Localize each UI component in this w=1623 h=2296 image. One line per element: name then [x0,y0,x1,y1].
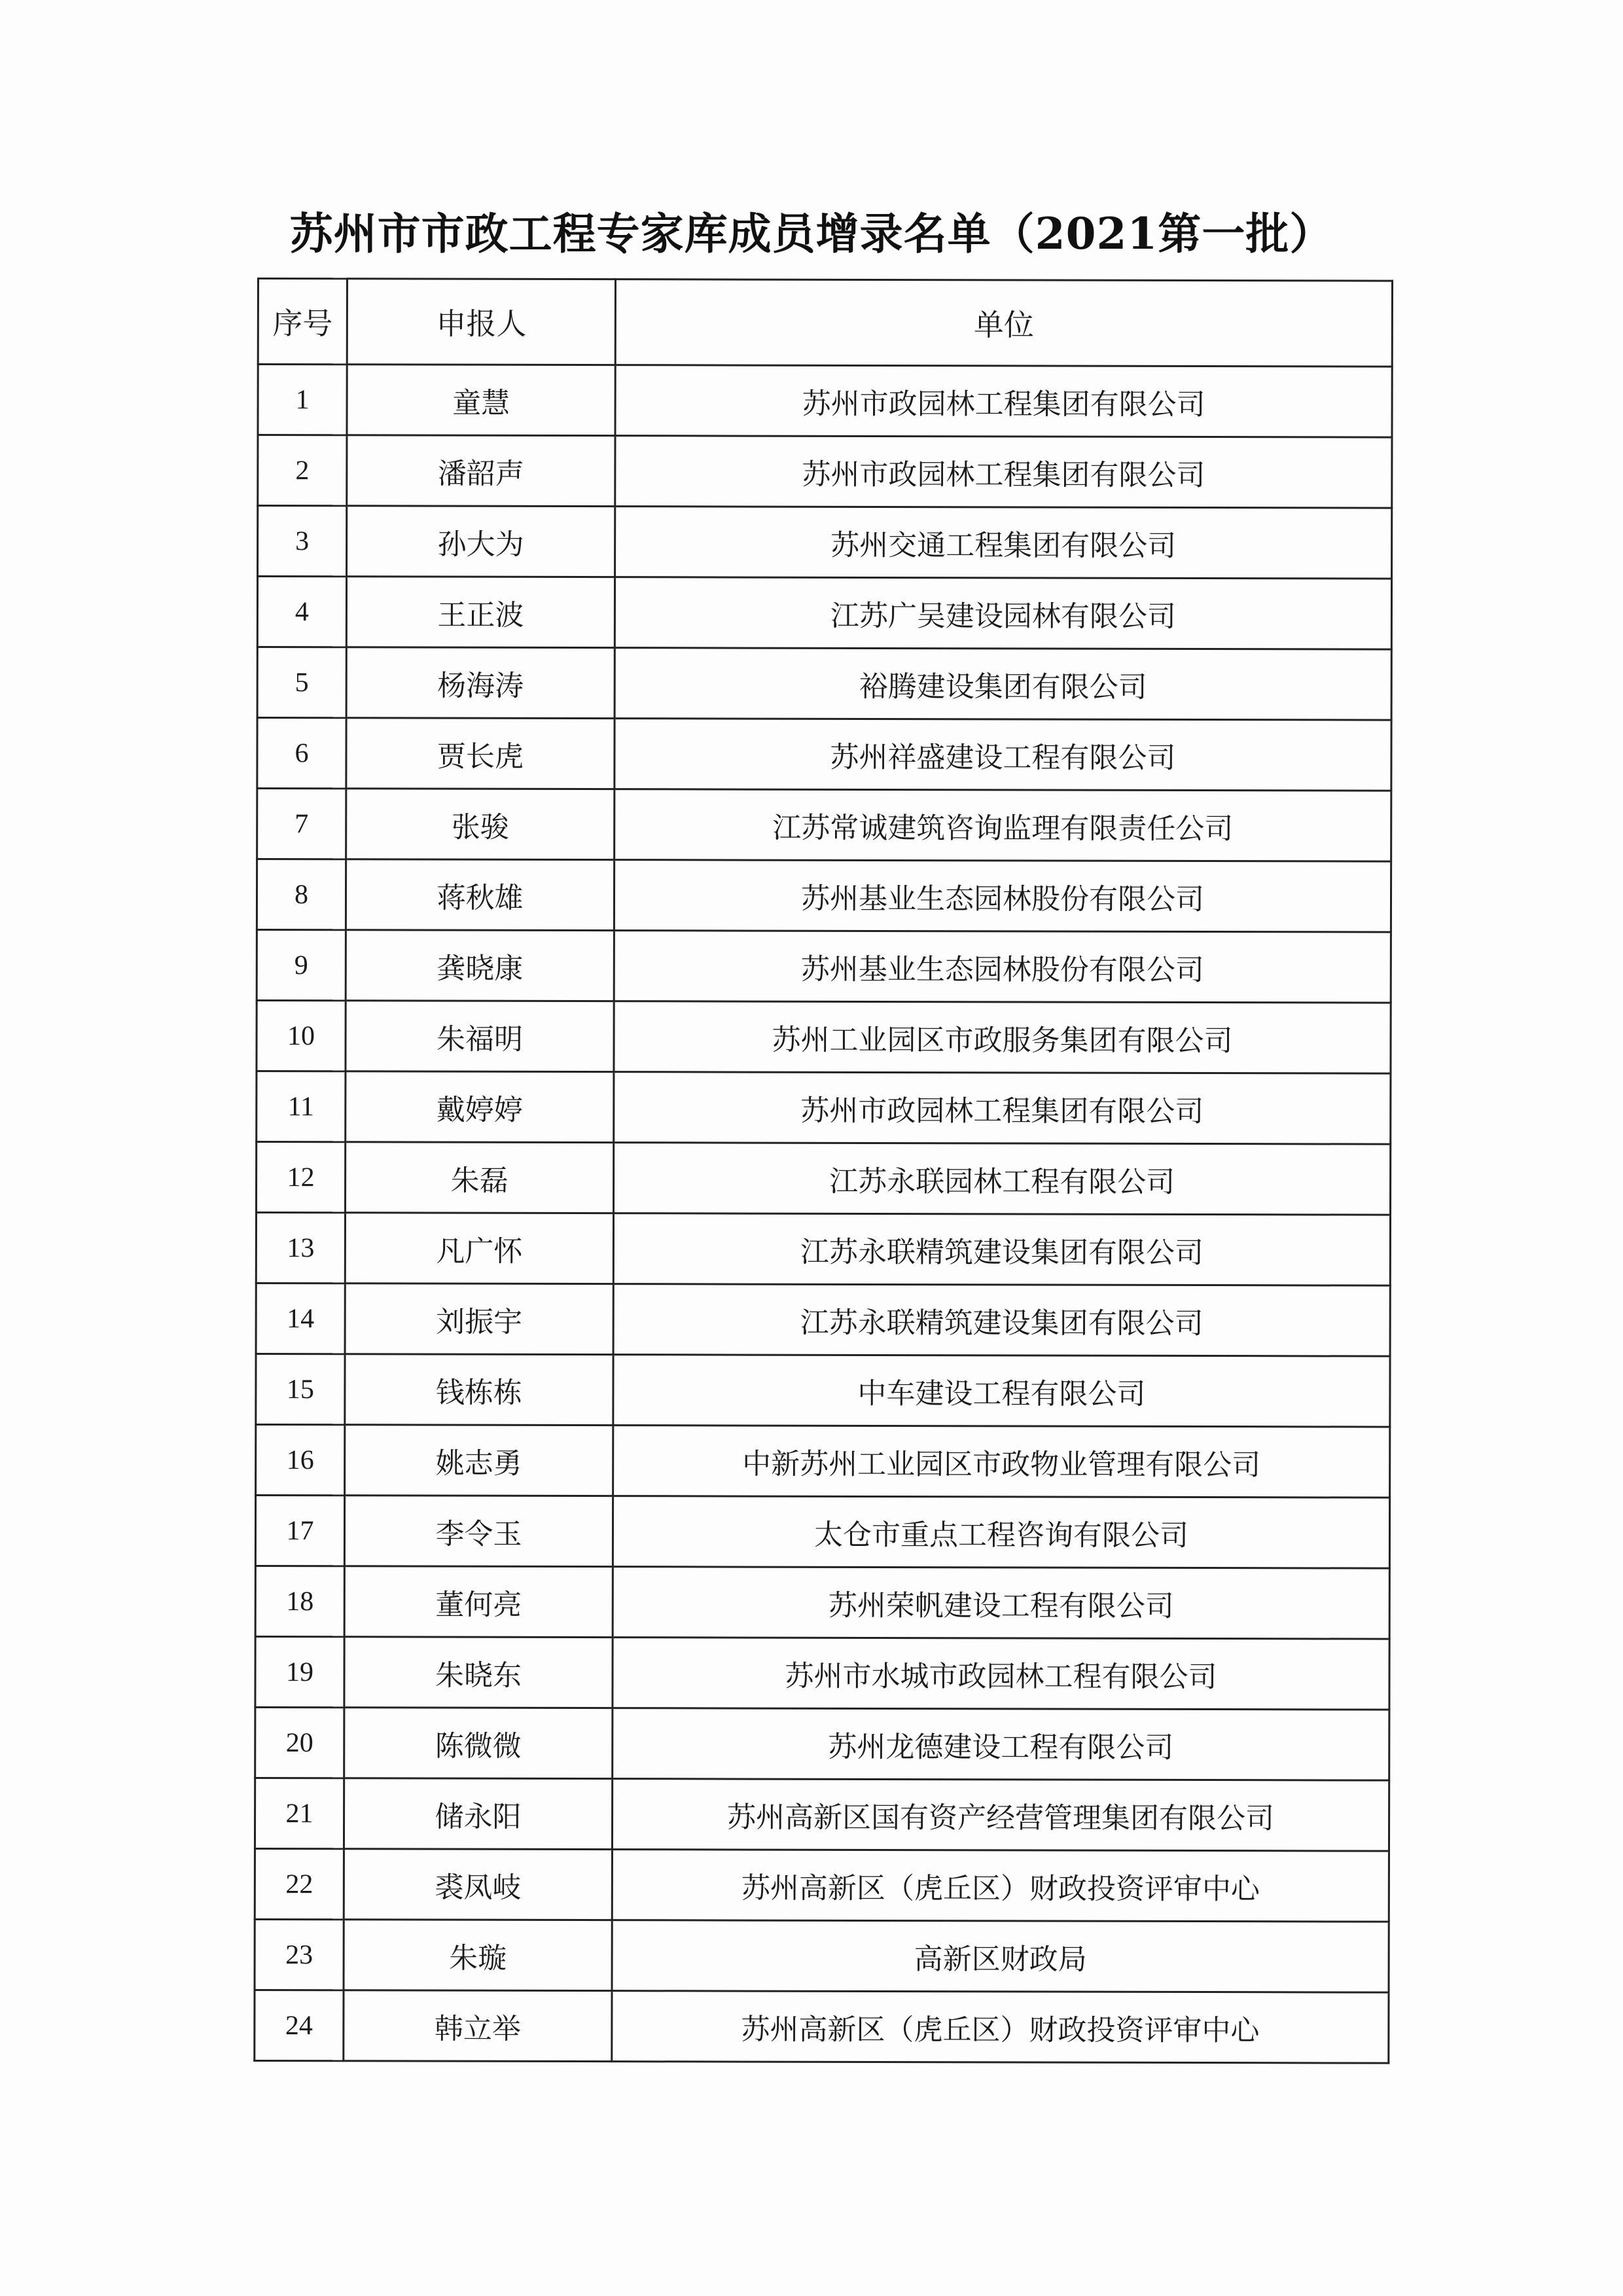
table-row [257,1071,1391,1145]
table-row [257,1142,1391,1215]
row-serial-number: 20 [255,1707,344,1778]
row-applicant-name: 杨海涛 [346,647,615,719]
header-organization: 单位 [615,279,1392,367]
expert-roster-table [253,278,1393,2064]
row-serial-number: 8 [257,859,346,930]
row-organization: 苏州高新区（虎丘区）财政投资评审中心 [612,1850,1389,1922]
header-serial-number: 序号 [258,279,347,365]
row-applicant-name: 董何亮 [344,1566,613,1638]
row-serial-number: 18 [255,1566,344,1636]
row-serial-number: 16 [256,1424,345,1495]
table-row [257,859,1391,933]
row-applicant-name: 孙大为 [347,506,615,577]
row-serial-number: 15 [256,1354,345,1424]
table-row [256,1283,1390,1356]
table-row [257,789,1391,862]
row-applicant-name: 潘韶声 [347,435,615,507]
table-row [255,1778,1389,1851]
row-serial-number: 21 [255,1778,344,1848]
row-applicant-name: 朱福明 [346,1001,614,1072]
row-serial-number: 24 [255,1990,344,2060]
table-row [255,1848,1389,1922]
table-row [255,1707,1389,1780]
row-serial-number: 12 [257,1142,346,1213]
table-row [255,1990,1389,2063]
row-serial-number: 2 [258,435,347,506]
row-organization: 苏州市政园林工程集团有限公司 [615,365,1392,437]
table-header-row [258,279,1392,367]
row-applicant-name: 朱璇 [344,1920,612,1991]
table-row [257,577,1391,650]
row-organization: 江苏永联园林工程有限公司 [614,1143,1391,1215]
row-applicant-name: 王正波 [346,577,615,648]
row-organization: 苏州高新区（虎丘区）财政投资评审中心 [612,1991,1389,2063]
table-row [257,930,1391,1003]
document-title: 苏州市市政工程专家库成员增录名单（2021第一批） [289,208,1334,259]
row-organization: 苏州工业园区市政服务集团有限公司 [614,1001,1391,1073]
table-row [255,1636,1389,1710]
row-organization: 苏州基业生态园林股份有限公司 [614,860,1391,932]
row-organization: 江苏常诚建筑咨询监理有限责任公司 [615,789,1391,861]
row-applicant-name: 储永阳 [344,1778,612,1850]
table-row [257,1001,1391,1074]
table-row [256,1424,1390,1498]
row-serial-number: 22 [255,1848,344,1919]
row-serial-number: 11 [257,1071,346,1142]
row-applicant-name: 蒋秋雄 [346,859,614,931]
row-applicant-name: 姚志勇 [345,1425,613,1496]
table-row [258,365,1392,438]
table-row [255,1919,1389,1992]
row-applicant-name: 凡广怀 [345,1213,613,1284]
row-organization: 苏州龙德建设工程有限公司 [613,1708,1389,1780]
row-serial-number: 4 [257,577,346,647]
row-organization: 裕腾建设集团有限公司 [615,648,1391,720]
row-applicant-name: 韩立举 [344,1990,612,2062]
row-organization: 苏州祥盛建设工程有限公司 [615,719,1391,791]
row-organization: 苏州市政园林工程集团有限公司 [615,436,1392,508]
row-applicant-name: 贾长虎 [346,718,615,789]
row-applicant-name: 李令玉 [344,1496,613,1567]
row-serial-number: 17 [255,1495,344,1566]
row-serial-number: 10 [257,1001,346,1071]
row-serial-number: 14 [256,1283,345,1354]
row-applicant-name: 张骏 [346,789,615,860]
row-organization: 苏州基业生态园林股份有限公司 [614,931,1391,1003]
row-organization: 苏州高新区国有资产经营管理集团有限公司 [612,1779,1389,1851]
row-organization: 高新区财政局 [612,1920,1389,1992]
table-row [258,506,1392,579]
row-serial-number: 1 [258,365,347,435]
row-serial-number: 13 [256,1213,345,1283]
row-applicant-name: 戴婷婷 [346,1071,614,1143]
row-serial-number: 3 [258,506,347,577]
row-organization: 太仓市重点工程咨询有限公司 [613,1496,1389,1568]
table-row [257,647,1391,721]
row-applicant-name: 朱晓东 [344,1637,613,1708]
row-serial-number: 7 [257,789,346,859]
row-applicant-name: 刘振宇 [345,1283,613,1355]
row-organization: 江苏永联精筑建设集团有限公司 [613,1284,1390,1356]
header-applicant: 申报人 [347,279,615,365]
table-row [257,718,1391,791]
table-row [256,1213,1390,1286]
row-applicant-name: 童慧 [347,365,615,436]
row-serial-number: 23 [255,1919,344,1990]
table-row [256,1354,1390,1427]
row-organization: 江苏永联精筑建设集团有限公司 [613,1213,1390,1285]
row-applicant-name: 朱磊 [346,1142,614,1213]
row-organization: 中车建设工程有限公司 [613,1355,1390,1427]
row-organization: 苏州交通工程集团有限公司 [615,507,1392,579]
row-serial-number: 9 [257,930,346,1001]
row-organization: 苏州市政园林工程集团有限公司 [614,1072,1391,1144]
row-organization: 江苏广吴建设园林有限公司 [615,577,1391,649]
row-applicant-name: 龚晓康 [346,930,614,1001]
table-row [258,435,1392,509]
row-organization: 中新苏州工业园区市政物业管理有限公司 [613,1426,1390,1498]
row-applicant-name: 陈微微 [344,1708,613,1779]
row-applicant-name: 钱栋栋 [345,1354,613,1426]
row-organization: 苏州荣帆建设工程有限公司 [613,1567,1389,1639]
row-serial-number: 19 [255,1636,344,1707]
row-serial-number: 6 [257,718,346,789]
row-applicant-name: 裘凤岐 [344,1849,612,1920]
row-organization: 苏州市水城市政园林工程有限公司 [613,1638,1389,1710]
table-body [255,365,1392,2064]
table-row [255,1495,1389,1568]
row-serial-number: 5 [257,647,346,718]
table-row [255,1566,1389,1639]
